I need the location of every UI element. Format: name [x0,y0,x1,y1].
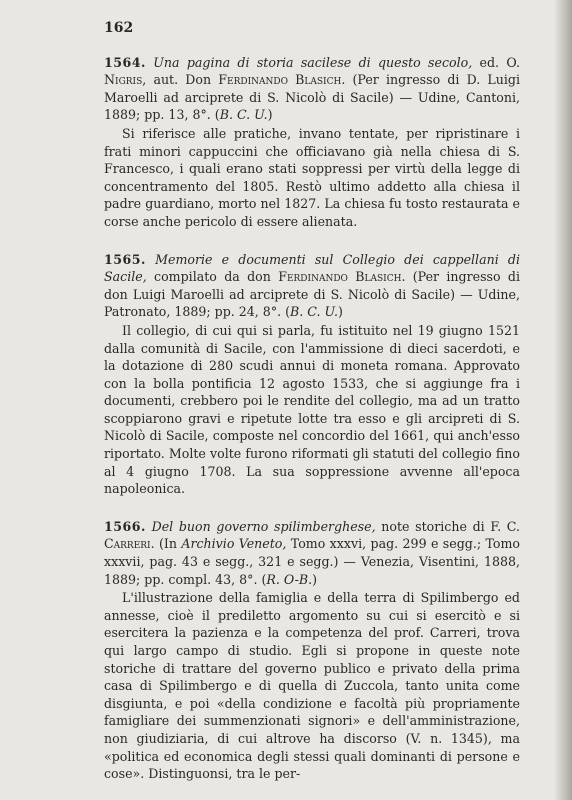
library-siglum: R. O-B. [266,571,313,587]
entry-title: Del buon governo spilimberghese, [151,518,376,534]
bibliography-entry-1565 [104,251,520,498]
citation-text: Tomo xxxvi, pag. 299 e segg.; Tomo xxxvii, pag. 43 e segg., 321 e segg.) — Venezia, Visentini, 1888, 1889; pp. compl. 43, 8°. ( [104,536,520,587]
entry-title: Memorie e documenti sul Collegio dei cappellani di Sacile, [104,251,520,285]
library-siglum: B. C. U. [290,304,338,320]
bibliography-entry-1564 [104,54,520,231]
entry-number: 1564. [104,54,146,70]
entry-number: 1565. [104,251,146,267]
text-column [104,20,520,800]
editor-name: Ferdinando Blasich [218,72,342,88]
page-number: 162 [104,20,134,36]
citation-close: ) [267,107,273,123]
citation-text: , aut. Don [142,72,219,88]
citation-text: compilato da don [146,269,279,285]
entry-citation [104,518,520,588]
citation-text: ed. O. [472,54,520,70]
journal-title: Archivio Veneto, [181,536,287,552]
editor-name: Ferdinando Blasich [278,269,402,285]
entry-number: 1566. [104,518,146,534]
author-name: Nigris [104,72,143,88]
citation-text: note storiche di F. C. [375,518,520,534]
citation-text: . (In [150,536,182,552]
citation-text: . (Per ingresso di D. Luigi Maroelli ad arciprete di S. Nicolò di Sacile) — Udine, Cantoni, 1889; pp. 13, 8°. ( [104,72,520,123]
entry-description: Si riferisce alle pratiche, invano tentate, per ripristinare i frati minori cappuccini che officiavano già nella chiesa di S. Francesco, i quali erano stati soppressi per virtù della legge di concentramento del 1805. Restò ultimo addetto alla chiesa il padre guardiano, morto nel 1827. La chiesa fu tosto restaurata e corse anche pericolo di essere alienata. [104,125,520,229]
entry-description: L'illustrazione della famiglia e della terra di Spilimbergo ed annesse, cioè il prediletto argomento su cui si esercitò e si esercitera la pazienza e la competenza del prof. Carreri, trova qui largo campo di studio. Egli si propone in queste note storiche di trattare del governo publico e privato della prima casa di Spilimbergo e di quella di Zuccola, tanto unita come disgiunta, e poi «della condizione e facoltà più propriamente famigliare dei summenzionati signori» e dell'amministrazione, non giudiziaria, di cui altrove ha discorso (V. n. 1345), ma «politica ed economica degli stessi quali dominanti di persone e cose». Distinguonsi, tra le per- [104,590,520,782]
bibliography-entry-1566 [104,518,520,783]
citation-close: ) [337,304,343,320]
citation-text: . (Per ingresso di don Luigi Maroelli ad arciprete di S. Nicolò di Sacile) — Udine, Patronato, 1889; pp. 24, 8°. ( [104,269,521,320]
page-edge-shadow [554,0,572,800]
entry-title: Una pagina di storia sacilese di questo secolo, [153,54,473,70]
author-name: Carreri [104,536,151,552]
entry-citation [104,54,520,124]
entry-citation [104,251,520,321]
library-siglum: B. C. U. [219,107,268,123]
entry-description: Il collegio, di cui qui si parla, fu istituito nel 19 giugno 1521 dalla comunità di Sacile, con l'ammissione di dieci sacerdoti, e la dotazione di 280 scudi annui di moneta romana. Approvato con la bolla pontificia 12 agosto 1533, che si aggiunge fra i documenti, crebbero poi le rendite del collegio, ma ad un tratto scoppiarono gravi e ripetute lotte tra esso e gli arcipreti di S. Nicolò di Sacile, composte nel concordio del 1661, qui anch'esso riportato. Molte volte furono riformati gli statuti del collegio fino al 4 giugno 1708. La sua soppressione avvenne all'epoca napoleonica. [104,322,520,497]
citation-close: ) [312,571,318,587]
